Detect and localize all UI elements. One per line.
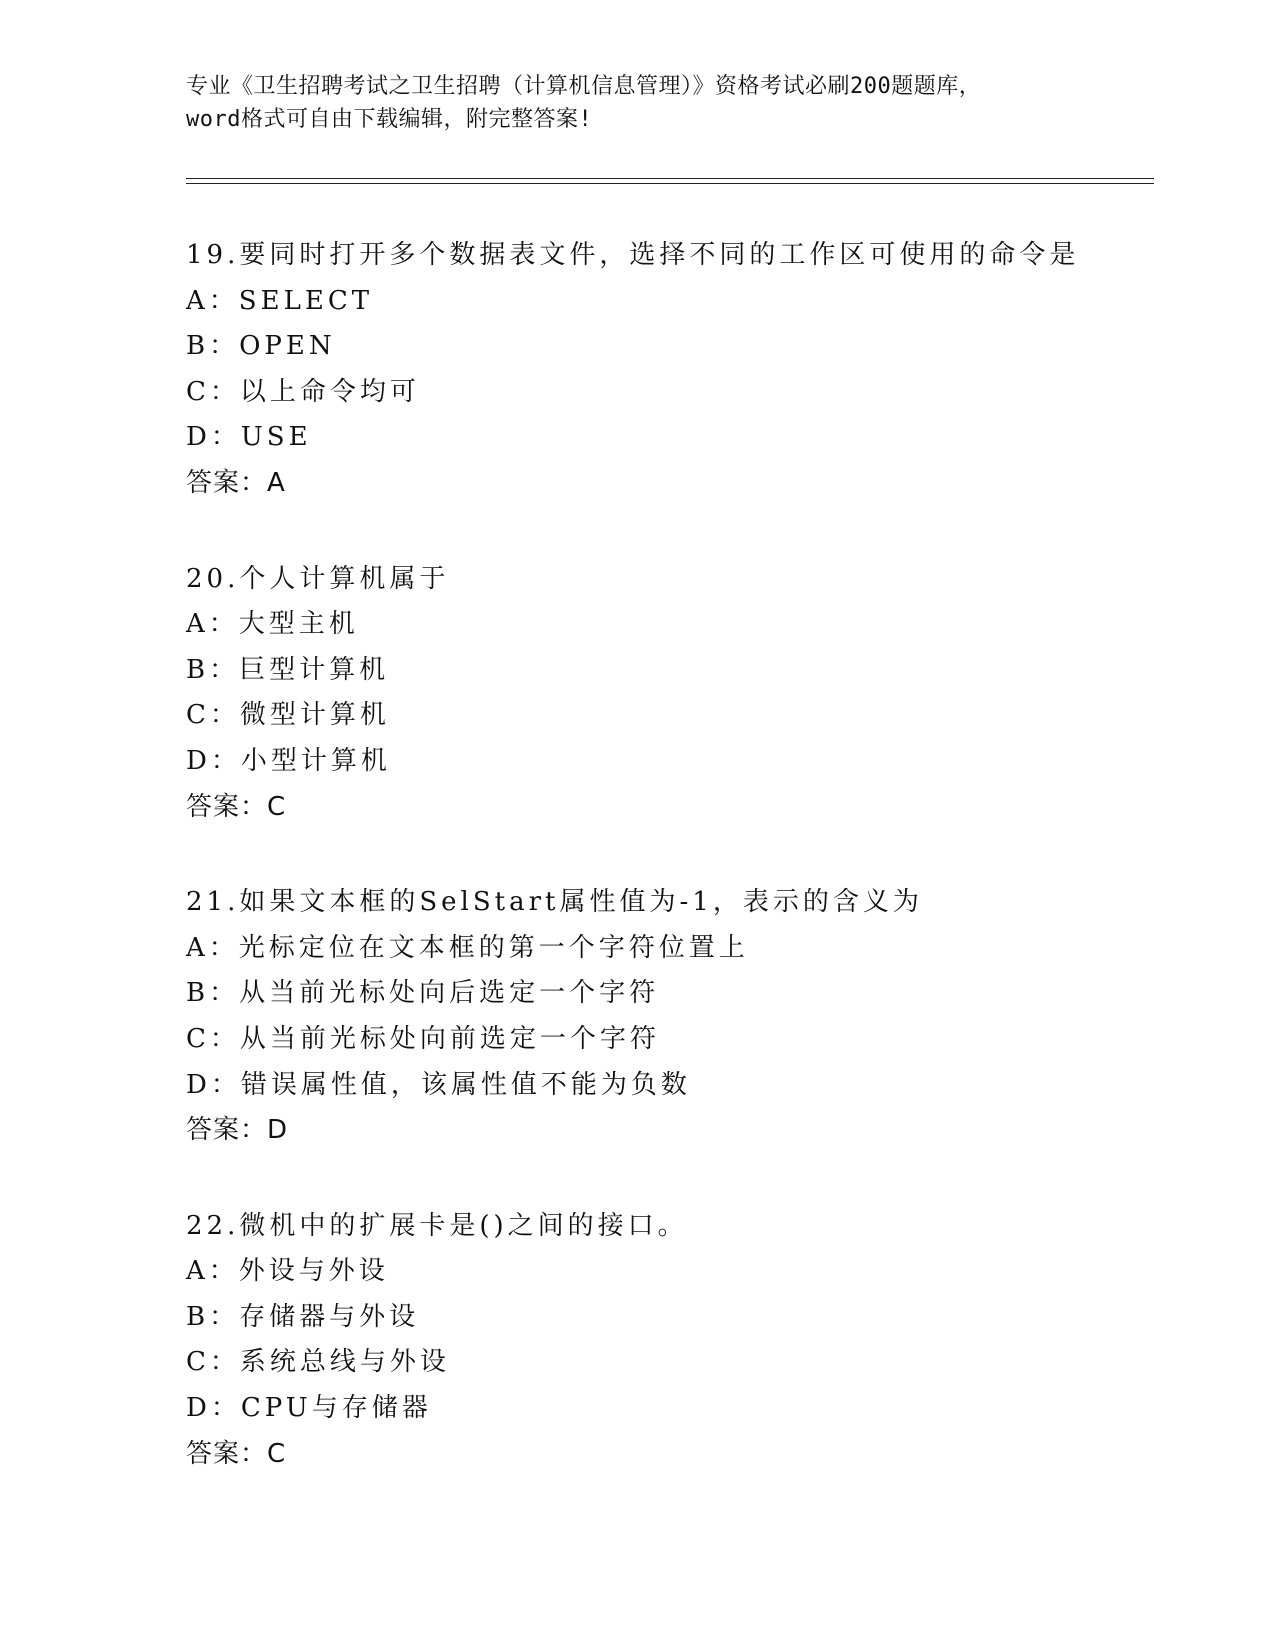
- option-a: A：SELECT: [186, 285, 374, 316]
- option-b: B：OPEN: [186, 331, 336, 362]
- question-stem: 20.个人计算机属于: [186, 563, 450, 594]
- header-line-1: 专业《卫生招聘考试之卫生招聘（计算机信息管理）》资格考试必刷200题题库，: [186, 74, 982, 99]
- question-20: [186, 557, 1146, 831]
- answer-line: 答案：D: [186, 1115, 289, 1146]
- option-c: C：从当前光标处向前选定一个字符: [186, 1023, 660, 1054]
- option-a: A：外设与外设: [186, 1256, 389, 1287]
- option-a: A：光标定位在文本框的第一个字符位置上: [186, 932, 749, 963]
- document-header: [186, 70, 1146, 136]
- question-stem: 22.微机中的扩展卡是()之间的接口。: [186, 1210, 688, 1241]
- question-22: [186, 1204, 1146, 1478]
- option-b: B：巨型计算机: [186, 654, 390, 685]
- question-stem: 21.如果文本框的SelStart属性值为-1，表示的含义为: [186, 887, 923, 918]
- header-divider-bottom: [186, 183, 1154, 184]
- question-19: [186, 233, 1146, 507]
- option-b: B：存储器与外设: [186, 1301, 420, 1332]
- option-c: C：微型计算机: [186, 700, 390, 731]
- option-d: D：错误属性值，该属性值不能为负数: [186, 1069, 691, 1100]
- answer-line: 答案：A: [186, 467, 286, 498]
- answer-line: 答案：C: [186, 791, 287, 822]
- option-b: B：从当前光标处向后选定一个字符: [186, 978, 660, 1009]
- option-c: C：系统总线与外设: [186, 1347, 450, 1378]
- header-line-2: word格式可自由下载编辑，附完整答案!: [186, 107, 593, 132]
- option-d: D：小型计算机: [186, 745, 391, 776]
- question-stem: 19.要同时打开多个数据表文件，选择不同的工作区可使用的命令是: [186, 240, 1080, 270]
- option-d: D：CPU与存储器: [186, 1393, 432, 1424]
- option-a: A：大型主机: [186, 609, 359, 640]
- option-d: D：USE: [186, 422, 312, 453]
- question-list: [186, 233, 1146, 1527]
- header-divider-top: [186, 178, 1154, 179]
- option-c: C：以上命令均可: [186, 376, 420, 407]
- question-21: [186, 880, 1146, 1154]
- answer-line: 答案：C: [186, 1438, 287, 1469]
